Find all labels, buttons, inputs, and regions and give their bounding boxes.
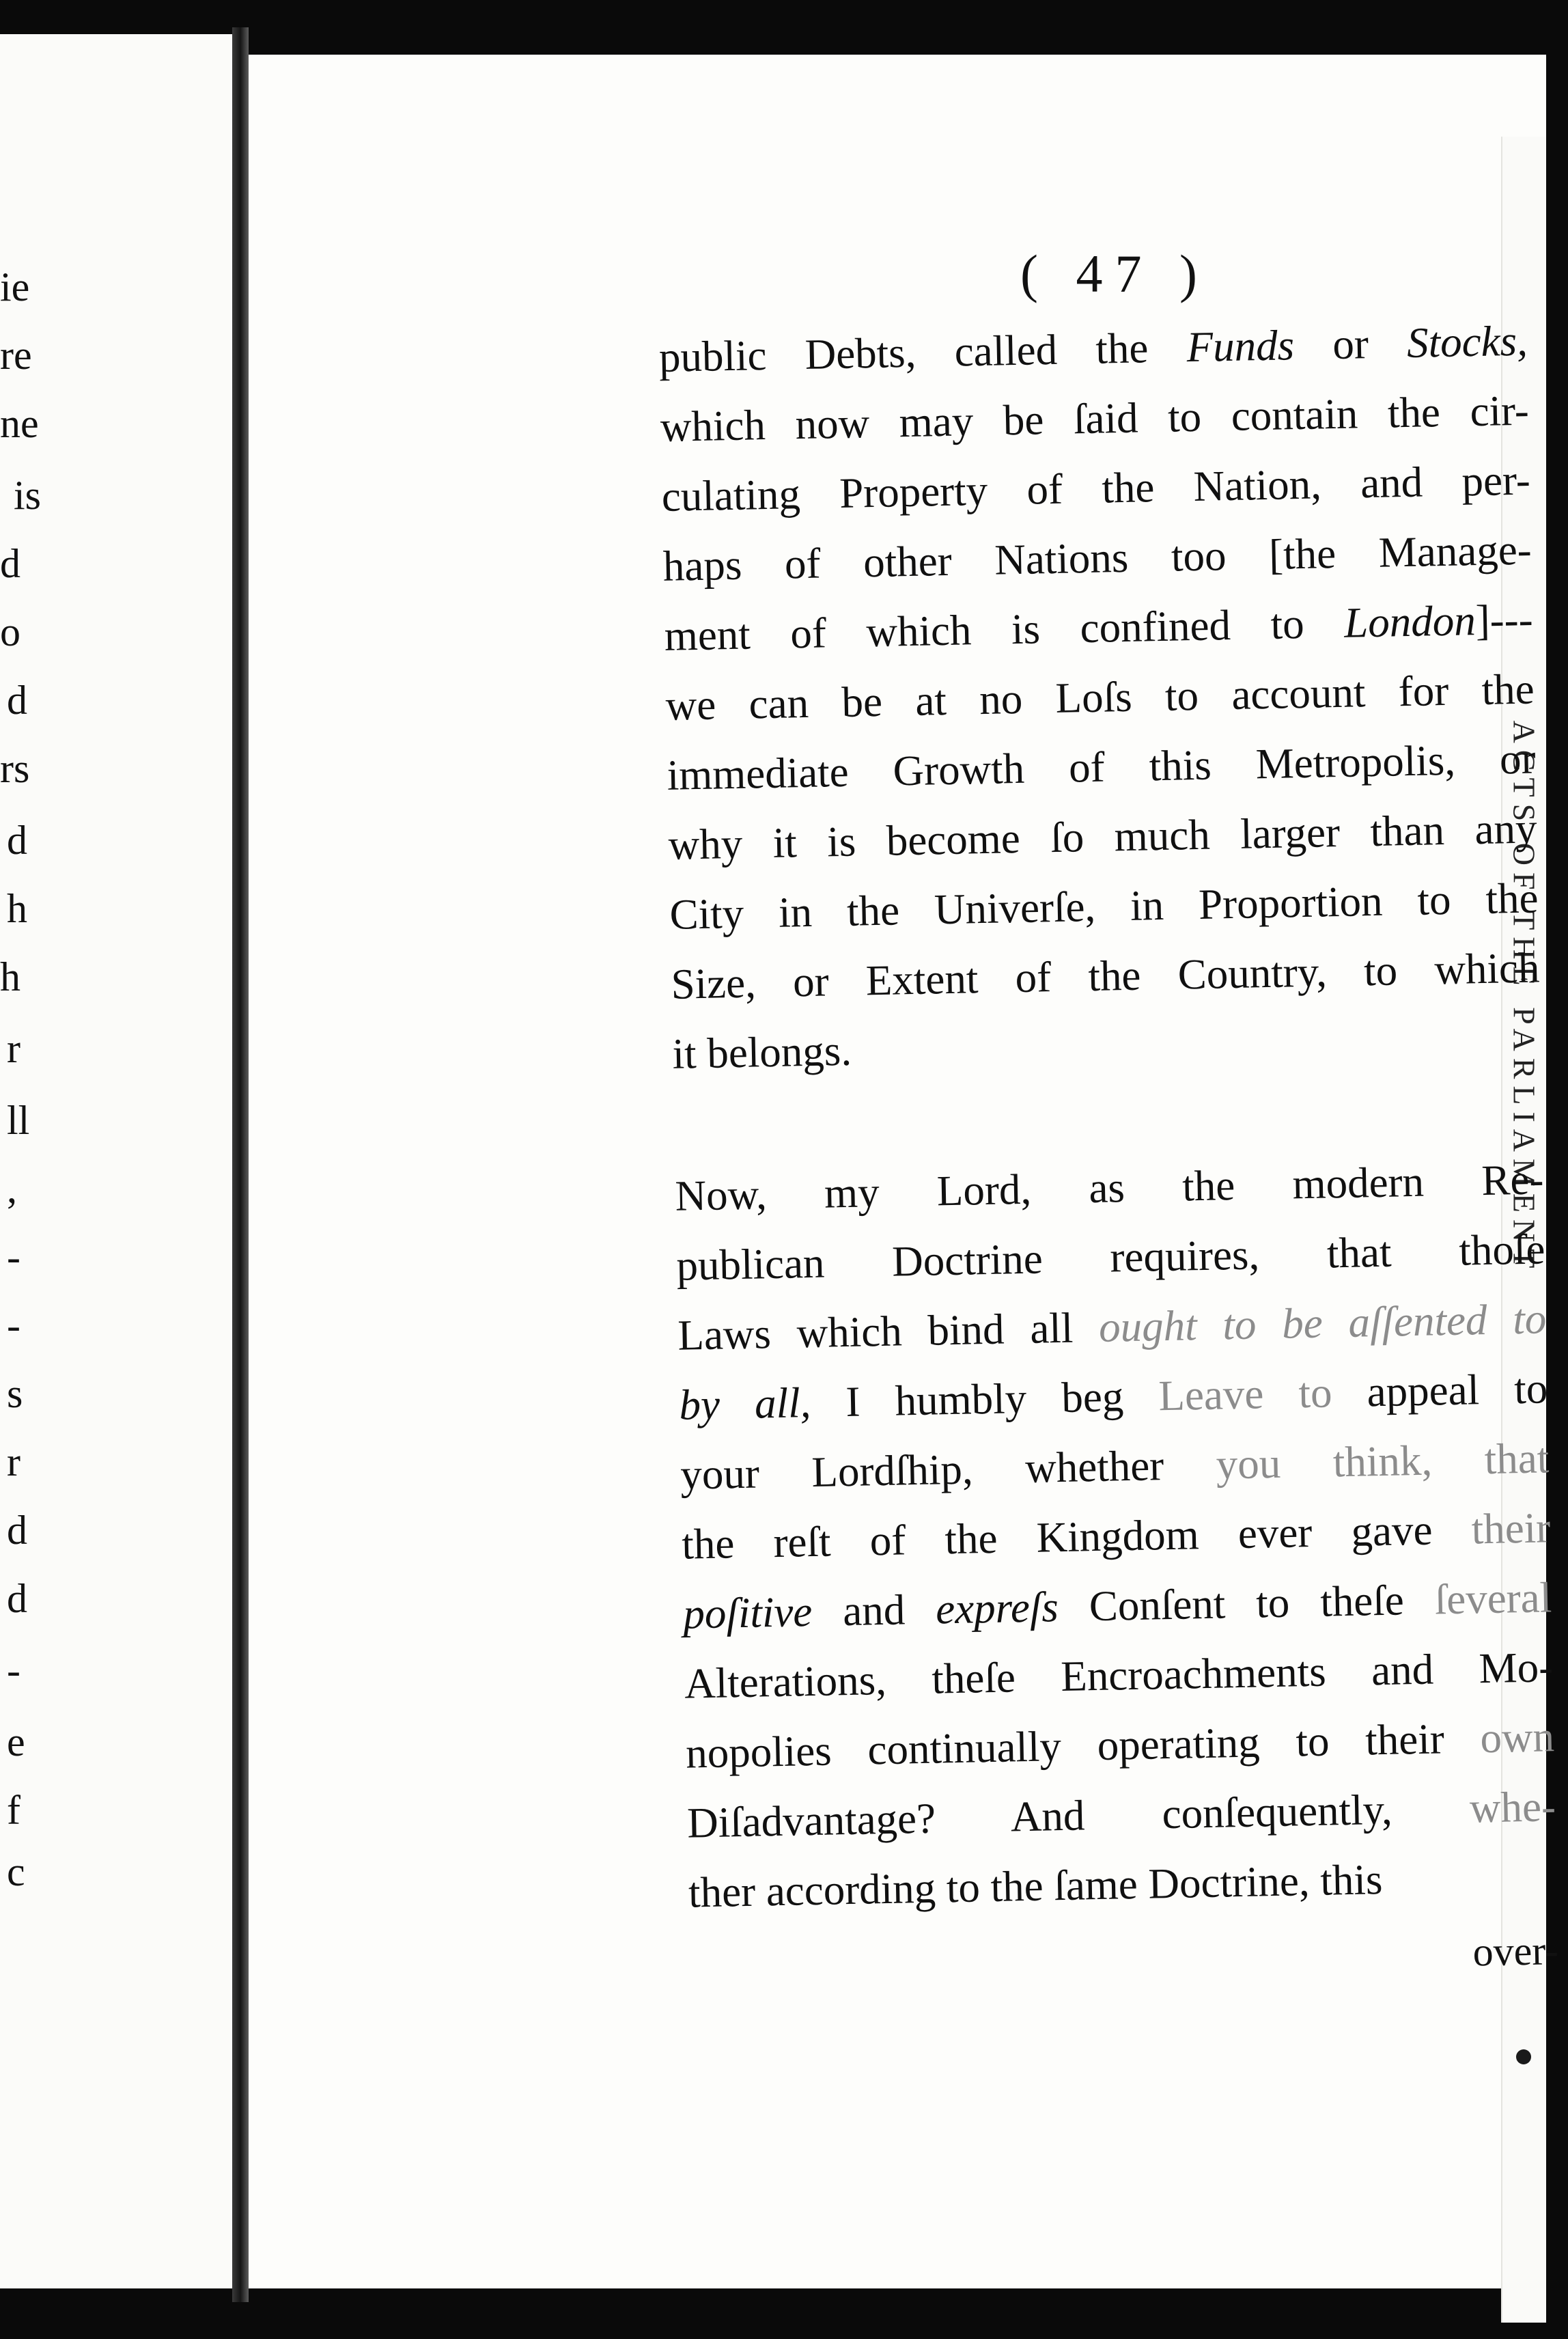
text-run: public Debts, called the: [658, 323, 1188, 381]
text-run: haps of other Nations too [the Manage-: [662, 525, 1532, 590]
italic-text: expreſs: [935, 1583, 1059, 1633]
book-gutter: [232, 27, 249, 2302]
text-run: or: [1293, 318, 1408, 370]
left-page-fragment: d: [0, 541, 20, 586]
text-run: whe-: [1469, 1782, 1556, 1832]
catchword-row: [689, 1911, 1559, 2002]
left-page-fragment: d: [7, 1508, 27, 1553]
text-run: ]---: [1474, 595, 1534, 645]
italic-text: Funds: [1186, 321, 1295, 372]
left-page-fragment: d: [7, 678, 27, 723]
page-number: ( 47 ): [1020, 244, 1209, 303]
left-page-fragment: ,: [7, 1166, 17, 1211]
catchword: over-: [1472, 1928, 1559, 1975]
text-run: I humbly beg: [810, 1372, 1160, 1426]
italic-text: London: [1343, 596, 1476, 647]
text-run: it belongs.: [671, 1026, 852, 1078]
text-run: Size, or Extent of the Country, to which: [670, 943, 1541, 1008]
text-run: why it is become ſo much larger than any: [668, 804, 1538, 869]
left-page-fragment: f: [7, 1788, 20, 1833]
paragraph: [675, 1144, 1558, 1927]
edge-text-label: ACTS OF THE PARLIAMENT: [1507, 720, 1542, 1275]
italic-text: Stocks,: [1406, 316, 1528, 367]
left-page-fragment: -: [7, 1648, 20, 1693]
text-run: your Lordſhip, whether: [680, 1440, 1217, 1499]
left-page-fragment: ll: [7, 1098, 30, 1143]
ink-mark: [1516, 2049, 1531, 2064]
left-page-fragment: o: [0, 609, 20, 654]
left-facing-page: [0, 34, 232, 2288]
text-run: and: [811, 1585, 936, 1636]
text-run: publican Doctrine requires, that thoſe: [675, 1225, 1545, 1290]
text-run: nopolies continually operating to their: [685, 1714, 1481, 1777]
left-page-fragment: s: [7, 1371, 23, 1416]
text-run: their: [1471, 1504, 1551, 1553]
text-run: you think, that: [1216, 1434, 1550, 1489]
text-run: Conſent to theſe: [1058, 1575, 1436, 1631]
left-page-fragment: ne: [0, 401, 39, 446]
text-run: Laws which bind all: [677, 1303, 1100, 1359]
left-page-fragment: re: [0, 333, 32, 378]
left-page-fragment: rs: [0, 746, 30, 791]
paragraph: [658, 306, 1541, 1089]
text-run: Alterations, theſe Encroachments and Mo-: [684, 1643, 1554, 1708]
text-run: which now may be ſaid to contain the cir-: [660, 386, 1530, 451]
body-text: [658, 306, 1559, 2003]
text-run: ment of which is confined to: [664, 598, 1345, 660]
left-page-fragment: -: [7, 1234, 20, 1279]
text-run: ther according to the ſame Doctrine, this: [688, 1855, 1384, 1917]
left-page-fragment: d: [7, 1576, 27, 1621]
left-page-fragment: e: [7, 1719, 25, 1764]
left-page-fragment: -: [7, 1303, 20, 1348]
text-run: Now, my Lord, as the modern Re-: [674, 1155, 1544, 1220]
text-run: City in the Univerſe, in Proportion to the: [669, 874, 1539, 939]
text-run: Diſadvantage? And conſequently,: [686, 1784, 1470, 1847]
left-page-fragment: ie: [0, 264, 30, 309]
text-run: we can be at no Loſs to account for the: [665, 665, 1535, 730]
text-run: culating Property of the Nation, and per-: [661, 456, 1531, 521]
italic-text: poſitive: [682, 1588, 813, 1638]
left-page-fragment: d: [7, 818, 27, 863]
left-page-fragment: c: [7, 1849, 25, 1894]
text-run: own: [1479, 1713, 1555, 1762]
left-page-fragment: r: [7, 1439, 20, 1484]
text-run: ſeveral: [1434, 1573, 1552, 1624]
left-page-fragment: h: [7, 886, 27, 931]
left-page-fragment: r: [7, 1026, 20, 1071]
italic-text: ought to be aſſented to: [1098, 1295, 1547, 1351]
left-page-fragment: is: [14, 473, 42, 518]
italic-text: by all,: [678, 1379, 811, 1429]
left-page-fragment: h: [0, 954, 20, 999]
text-run: appeal to: [1331, 1364, 1548, 1417]
text-run: Leave to: [1158, 1368, 1333, 1420]
page: [249, 55, 1559, 2288]
text-run: immediate Growth of this Metropolis, or: [667, 734, 1537, 799]
text-run: the reſt of the Kingdom ever gave: [681, 1505, 1472, 1568]
